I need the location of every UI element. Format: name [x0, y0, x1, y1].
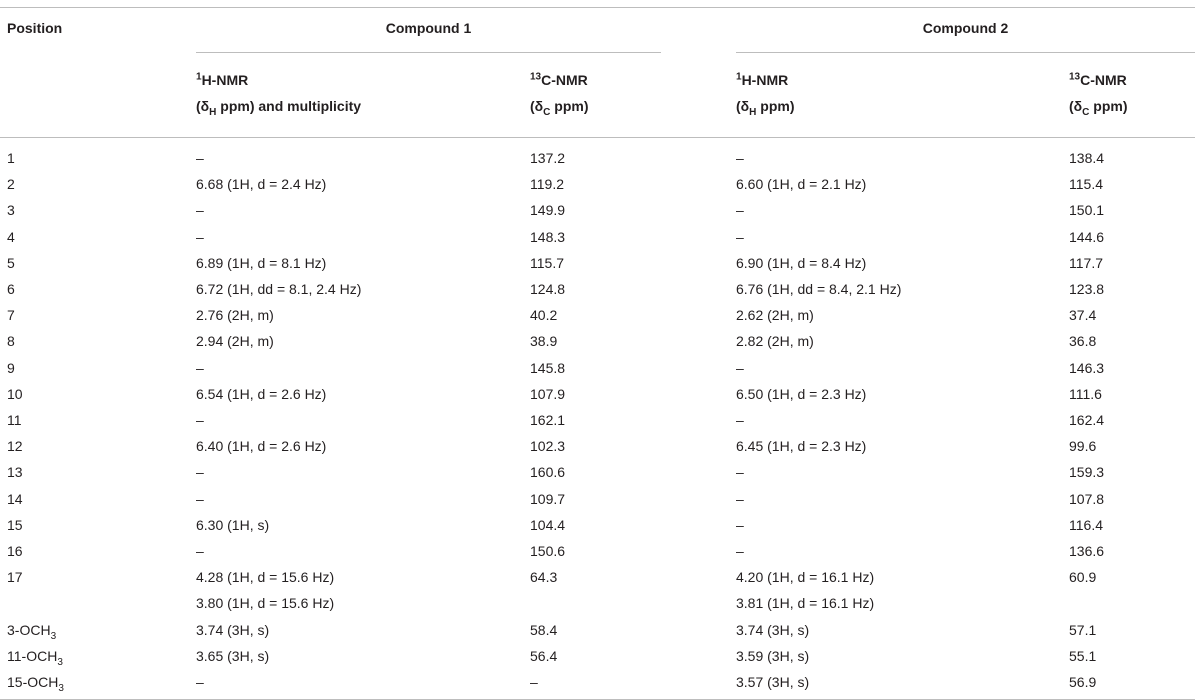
compound2-h-cell: 3.59 (3H, s): [736, 647, 810, 664]
compound2-c-cell: 150.1: [1069, 202, 1105, 219]
position-cell: $11-OCH_3$: [7, 647, 63, 668]
table-row: [0, 590, 1195, 616]
position-cell: 17: [7, 569, 23, 586]
compound1-h-cell: –: [196, 490, 204, 507]
table-row: [0, 224, 1195, 250]
table-row: [0, 617, 1195, 643]
compound2-h-cell: 6.60 (1H, d = 2.1 Hz): [736, 176, 867, 193]
compound1-c-cell: 119.2: [530, 176, 564, 193]
compound1-c-cell: 137.2: [530, 150, 566, 166]
table-row: [0, 276, 1195, 302]
position-cell: 16: [7, 543, 23, 560]
compound1-h-cell: –: [196, 150, 204, 166]
compound2-c-cell: 57.1: [1069, 621, 1097, 638]
table-header: [0, 8, 1195, 138]
compound2-h-nmr-header: $^1$H-NMR ($\delta_H$ ppm): [736, 71, 795, 118]
table-row: [0, 250, 1195, 276]
position-cell: [0, 590, 196, 616]
compound2-h-cell: –: [736, 412, 744, 429]
compound2-c-cell: 60.9: [1069, 569, 1097, 586]
table-row: [0, 138, 1195, 172]
compound2-h-cell: –: [736, 464, 744, 481]
compound2-h-cell: 3.74 (3H, s): [736, 621, 810, 638]
compound1-h-cell: –: [196, 669, 530, 700]
compound2-h-cell: –: [736, 150, 744, 166]
position-cell: 9: [7, 359, 15, 376]
compound2-c-cell: [1069, 590, 1195, 616]
compound1-header: Compound 1: [196, 8, 661, 53]
position-cell: 4: [7, 228, 15, 245]
table-row: [0, 486, 1195, 512]
compound2-c-cell: 115.4: [1069, 176, 1103, 193]
compound1-h-cell: –: [196, 359, 204, 376]
table-row: [0, 564, 1195, 590]
table-row: [0, 433, 1195, 459]
compound1-c-cell: 104.4: [530, 516, 566, 533]
table-row: [0, 328, 1195, 354]
position-cell: 10: [7, 385, 23, 402]
position-cell: 13: [7, 464, 23, 481]
table-row: [0, 302, 1195, 328]
compound1-h-cell: –: [196, 543, 204, 560]
compound2-c-nmr-header: $^{13}$C-NMR ($\delta_C$ ppm): [1069, 71, 1128, 118]
position-cell: 15: [7, 516, 23, 533]
compound1-h-cell: –: [196, 228, 204, 245]
compound2-h-cell: 2.82 (2H, m): [736, 333, 814, 350]
compound1-c-cell: 160.6: [530, 464, 566, 481]
compound1-h-cell: 6.40 (1H, d = 2.6 Hz): [196, 438, 327, 455]
position-cell: 6: [7, 281, 15, 298]
compound2-c-cell: 162.4: [1069, 412, 1105, 429]
position-cell: $15-OCH_3$: [0, 669, 196, 700]
compound1-c-cell: 145.8: [530, 359, 566, 376]
compound1-h-cell: 3.80 (1H, d = 15.6 Hz): [196, 595, 335, 612]
position-cell: 12: [7, 438, 23, 455]
position-cell: 11: [7, 412, 22, 429]
table-row: [0, 407, 1195, 433]
position-cell: 5: [7, 254, 15, 271]
compound2-c-cell: 55.1: [1069, 647, 1097, 664]
compound2-h-cell: 3.81 (1H, d = 16.1 Hz): [736, 595, 875, 612]
table-row: [0, 355, 1195, 381]
compound2-h-cell: –: [736, 359, 744, 376]
compound2-c-cell: 144.6: [1069, 228, 1105, 245]
compound2-c-cell: 146.3: [1069, 359, 1105, 376]
compound2-c-cell: 99.6: [1069, 438, 1097, 455]
compound1-h-cell: 6.54 (1H, d = 2.6 Hz): [196, 385, 327, 402]
nmr-data-table: [0, 7, 1195, 700]
compound1-h-cell: 2.94 (2H, m): [196, 333, 274, 350]
position-cell: 2: [7, 176, 15, 193]
compound2-c-cell: 117.7: [1069, 254, 1103, 271]
position-cell: $3-OCH_3$: [7, 621, 57, 642]
compound1-h-cell: 4.28 (1H, d = 15.6 Hz): [196, 569, 335, 586]
compound2-h-cell: 6.90 (1H, d = 8.4 Hz): [736, 254, 867, 271]
compound2-c-cell: 138.4: [1069, 150, 1105, 166]
position-header: Position: [7, 20, 63, 36]
compound2-h-cell: –: [736, 228, 744, 245]
compound2-c-cell: 37.4: [1069, 307, 1097, 324]
compound1-h-cell: 2.76 (2H, m): [196, 307, 274, 324]
compound1-c-cell: 64.3: [530, 569, 558, 586]
compound1-c-nmr-header: $^{13}$C-NMR ($\delta_C$ ppm): [530, 71, 589, 118]
compound2-c-cell: 159.3: [1069, 464, 1105, 481]
table-row: [0, 197, 1195, 223]
compound2-h-cell: 3.57 (3H, s): [736, 669, 1069, 700]
compound2-c-cell: 56.9: [1069, 669, 1195, 700]
compound1-h-cell: –: [196, 464, 204, 481]
compound2-c-cell: 111.6: [1069, 385, 1102, 402]
compound1-c-cell: 148.3: [530, 228, 566, 245]
table-row: [0, 512, 1195, 538]
table-row: [0, 669, 1195, 700]
compound1-h-cell: 6.30 (1H, s): [196, 516, 270, 533]
compound1-c-cell: 109.7: [530, 490, 566, 507]
compound1-c-cell: [530, 590, 661, 616]
compound2-header: Compound 2: [736, 8, 1195, 53]
compound1-c-cell: 40.2: [530, 307, 558, 324]
table-row: [0, 171, 1195, 197]
compound2-h-cell: 4.20 (1H, d = 16.1 Hz): [736, 569, 875, 586]
table-row: [0, 538, 1195, 564]
compound1-h-nmr-header: $^1$H-NMR ($\delta_H$ ppm) and multiplicity: [196, 71, 362, 118]
compound1-c-cell: 150.6: [530, 543, 566, 560]
compound1-c-cell: 38.9: [530, 333, 558, 350]
compound1-h-cell: 6.72 (1H, dd = 8.1, 2.4 Hz): [196, 281, 362, 298]
compound1-h-cell: 6.68 (1H, d = 2.4 Hz): [196, 176, 327, 193]
position-cell: 3: [7, 202, 15, 219]
compound2-h-cell: –: [736, 543, 744, 560]
compound2-c-cell: 123.8: [1069, 281, 1105, 298]
compound1-c-cell: 162.1: [530, 412, 566, 429]
compound2-c-cell: 116.4: [1069, 516, 1103, 533]
compound1-c-cell: 149.9: [530, 202, 566, 219]
compound1-c-cell: 115.7: [530, 254, 564, 271]
table-body: [0, 138, 1195, 700]
compound1-c-cell: 102.3: [530, 438, 566, 455]
position-cell: 1: [7, 150, 15, 166]
compound1-c-cell: 56.4: [530, 647, 558, 664]
compound1-c-cell: 58.4: [530, 621, 558, 638]
compound1-h-cell: –: [196, 412, 204, 429]
compound2-h-cell: 6.76 (1H, dd = 8.4, 2.1 Hz): [736, 281, 902, 298]
compound2-c-cell: 36.8: [1069, 333, 1097, 350]
compound2-h-cell: 6.45 (1H, d = 2.3 Hz): [736, 438, 867, 455]
compound2-h-cell: –: [736, 490, 744, 507]
compound2-c-cell: 136.6: [1069, 543, 1105, 560]
compound1-c-cell: 124.8: [530, 281, 566, 298]
table-row: [0, 381, 1195, 407]
table-row: [0, 459, 1195, 485]
compound1-c-cell: –: [530, 669, 661, 700]
compound1-h-cell: –: [196, 202, 204, 219]
compound2-h-cell: 2.62 (2H, m): [736, 307, 814, 324]
compound1-h-cell: 3.65 (3H, s): [196, 647, 270, 664]
position-cell: 7: [7, 307, 15, 324]
compound1-h-cell: 3.74 (3H, s): [196, 621, 270, 638]
compound1-c-cell: 107.9: [530, 385, 566, 402]
compound2-h-cell: 6.50 (1H, d = 2.3 Hz): [736, 385, 867, 402]
position-cell: 8: [7, 333, 15, 350]
compound2-h-cell: –: [736, 202, 744, 219]
position-cell: 14: [7, 490, 23, 507]
table-row: [0, 643, 1195, 669]
compound2-c-cell: 107.8: [1069, 490, 1105, 507]
compound2-h-cell: –: [736, 516, 744, 533]
compound1-h-cell: 6.89 (1H, d = 8.1 Hz): [196, 254, 327, 271]
